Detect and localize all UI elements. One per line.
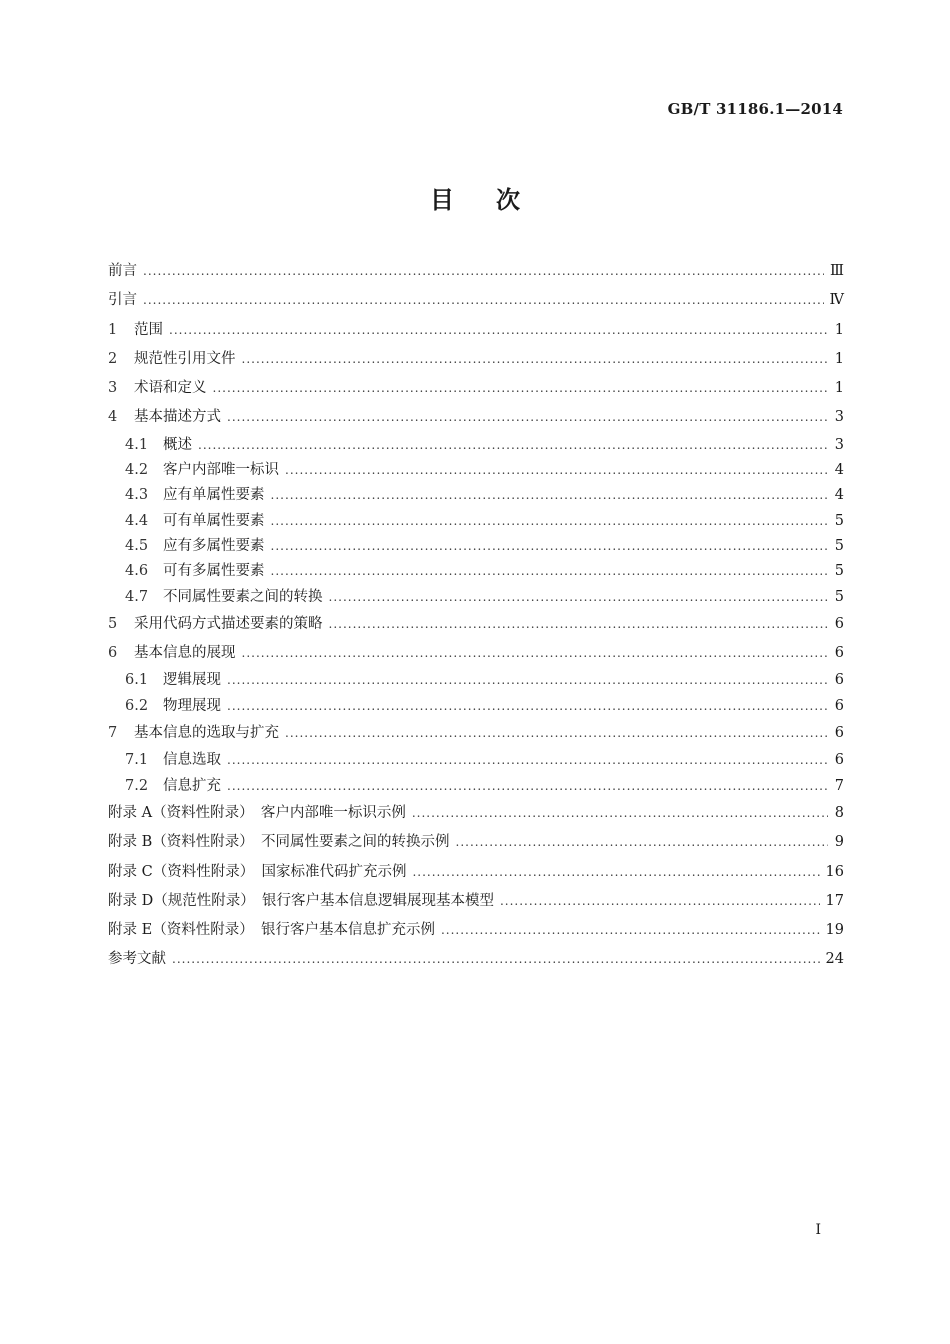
toc-entry-label: 附录 E（资料性附录） 银行客户基本信息扩充示例 [108, 922, 435, 939]
toc-entry-number: 4.5 [125, 537, 149, 554]
toc-dot-leader [227, 403, 828, 432]
toc-entry-page: 5 [834, 563, 844, 580]
toc-entry-page: 1 [834, 321, 844, 338]
toc-entry-label: 规范性引用文件 [134, 350, 236, 367]
toc-entry-number: 4.7 [125, 588, 149, 605]
toc-entry-page: 4 [834, 487, 844, 504]
toc-dot-leader [227, 748, 828, 773]
toc-entry-page: 17 [825, 892, 844, 909]
toc-entry-label: 可有单属性要素 [163, 512, 265, 529]
toc-entry-number: 7.1 [125, 752, 149, 769]
toc-entry-page: 16 [825, 863, 844, 880]
toc-entry[interactable] [108, 887, 844, 916]
toc-entry-label: 逻辑展现 [163, 672, 221, 689]
toc-entry-number: 7.2 [125, 777, 149, 794]
toc-entry[interactable] [108, 774, 844, 799]
toc-entry-label: 基本信息的选取与扩充 [134, 725, 279, 742]
toc-dot-leader [285, 719, 828, 748]
toc-entry-page: 6 [834, 645, 844, 662]
toc-entry[interactable] [108, 483, 844, 508]
toc-entry-page: 6 [834, 615, 844, 632]
toc-entry[interactable] [108, 585, 844, 610]
toc-entry[interactable] [108, 374, 844, 403]
toc-entry-page: 1 [834, 350, 844, 367]
toc-entry[interactable] [108, 639, 844, 668]
page-number: I [815, 1222, 821, 1238]
toc-dot-leader [456, 828, 828, 857]
toc-entry-page: 24 [825, 951, 844, 968]
toc-entry-number: 1 [108, 321, 118, 338]
toc-dot-leader [441, 916, 820, 945]
toc-dot-leader [271, 509, 829, 534]
toc-dot-leader [271, 483, 829, 508]
toc-entry-label: 应有单属性要素 [163, 487, 265, 504]
toc-entry-label: 范围 [134, 321, 163, 338]
toc-entry-label: 附录 A（资料性附录） 客户内部唯一标识示例 [108, 804, 406, 821]
toc-entry-page: 9 [834, 834, 844, 851]
toc-entry-label: 引言 [108, 292, 137, 309]
toc-entry-label: 基本描述方式 [134, 409, 221, 426]
toc-dot-leader [271, 559, 829, 584]
toc-entry-label: 应有多属性要素 [163, 537, 265, 554]
toc-entry-label: 基本信息的展现 [134, 645, 236, 662]
toc-entry[interactable] [108, 286, 844, 315]
toc-entry-number: 4 [108, 409, 118, 426]
toc-entry[interactable] [108, 748, 844, 773]
toc-dot-leader [329, 610, 829, 639]
toc-entry-number: 4.3 [125, 487, 149, 504]
toc-entry-number: 4.1 [125, 436, 149, 453]
toc-entry-label: 不同属性要素之间的转换 [163, 588, 323, 605]
toc-entry-page: 6 [834, 672, 844, 689]
toc-entry-page: 3 [834, 436, 844, 453]
toc-dot-leader [242, 345, 829, 374]
page-title: 目次 [430, 186, 562, 214]
toc-entry-label: 客户内部唯一标识 [163, 462, 279, 479]
toc-entry-label: 附录 B（资料性附录） 不同属性要素之间的转换示例 [108, 834, 450, 851]
toc-entry[interactable] [108, 345, 844, 374]
toc-entry[interactable] [108, 858, 844, 887]
toc-entry-label: 采用代码方式描述要素的策略 [134, 615, 323, 632]
toc-dot-leader [172, 945, 820, 974]
toc-entry-number: 5 [108, 615, 118, 632]
toc-entry-number: 3 [108, 380, 118, 397]
toc-entry[interactable] [108, 916, 844, 945]
toc-dot-leader [412, 858, 819, 887]
toc-entry-page: 7 [834, 777, 844, 794]
toc-dot-leader [500, 887, 820, 916]
toc-entry-page: Ⅲ [830, 263, 844, 279]
toc-dot-leader [143, 257, 824, 286]
toc-entry-page: 5 [834, 537, 844, 554]
toc-entry-page: 4 [834, 462, 844, 479]
toc-dot-leader [412, 799, 828, 828]
toc-entry-label: 附录 D（规范性附录） 银行客户基本信息逻辑展现基本模型 [108, 892, 494, 909]
toc-entry[interactable] [108, 610, 844, 639]
toc-entry-label: 可有多属性要素 [163, 563, 265, 580]
toc-entry[interactable] [108, 534, 844, 559]
toc-entry-label: 信息选取 [163, 752, 221, 769]
toc-entry[interactable] [108, 403, 844, 432]
toc-entry-number: 4.4 [125, 512, 149, 529]
toc-entry[interactable] [108, 719, 844, 748]
toc-entry-page: 6 [834, 725, 844, 742]
toc-entry-number: 4.6 [125, 563, 149, 580]
toc-dot-leader [143, 286, 824, 315]
standard-code: GB/T 31186.1—2014 [667, 100, 843, 118]
toc-entry[interactable] [108, 559, 844, 584]
toc-entry-page: 8 [834, 804, 844, 821]
toc-entry-number: 6.1 [125, 672, 149, 689]
toc-entry-label: 物理展现 [163, 697, 221, 714]
toc-dot-leader [285, 458, 828, 483]
toc-dot-leader [271, 534, 829, 559]
toc-entry[interactable] [108, 257, 844, 286]
toc-entry-page: 19 [825, 922, 844, 939]
table-of-contents [108, 257, 844, 975]
toc-entry-page: Ⅳ [829, 292, 844, 309]
toc-entry-label: 概述 [163, 436, 192, 453]
toc-entry[interactable] [108, 799, 844, 828]
toc-dot-leader [169, 316, 828, 345]
toc-dot-leader [198, 433, 828, 458]
toc-entry-number: 7 [108, 725, 118, 742]
toc-entry-number: 6.2 [125, 697, 149, 714]
toc-entry[interactable] [108, 828, 844, 857]
toc-dot-leader [227, 668, 828, 693]
toc-entry-page: 5 [834, 512, 844, 529]
toc-dot-leader [227, 694, 828, 719]
toc-dot-leader [329, 585, 829, 610]
toc-entry-page: 3 [834, 409, 844, 426]
toc-entry[interactable] [108, 316, 844, 345]
toc-entry-label: 前言 [108, 263, 137, 279]
toc-entry-number: 2 [108, 350, 118, 367]
toc-entry-label: 参考文献 [108, 951, 166, 968]
toc-entry-page: 6 [834, 752, 844, 769]
toc-entry[interactable] [108, 945, 844, 974]
toc-dot-leader [227, 774, 828, 799]
toc-entry-page: 5 [834, 588, 844, 605]
toc-entry-label: 术语和定义 [134, 380, 207, 397]
toc-entry-label: 附录 C（资料性附录） 国家标准代码扩充示例 [108, 863, 407, 880]
toc-entry-page: 1 [834, 380, 844, 397]
toc-dot-leader [242, 639, 829, 668]
toc-entry-number: 4.2 [125, 462, 149, 479]
toc-entry[interactable] [108, 694, 844, 719]
toc-entry[interactable] [108, 668, 844, 693]
toc-dot-leader [213, 374, 829, 403]
toc-entry-label: 信息扩充 [163, 777, 221, 794]
toc-entry-number: 6 [108, 645, 118, 662]
toc-entry[interactable] [108, 509, 844, 534]
toc-entry[interactable] [108, 433, 844, 458]
toc-entry-page: 6 [834, 697, 844, 714]
toc-entry[interactable] [108, 458, 844, 483]
